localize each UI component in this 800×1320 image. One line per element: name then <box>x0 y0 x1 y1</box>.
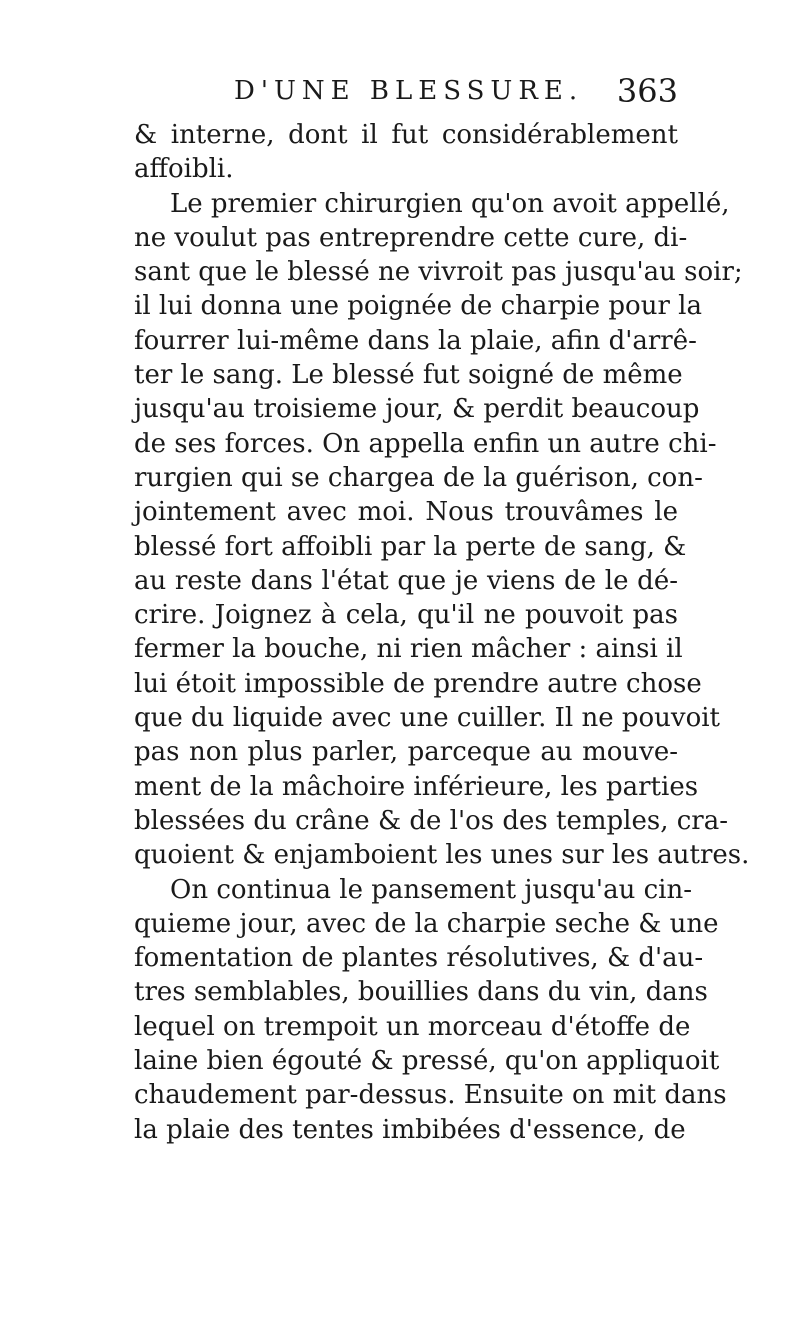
body-text <box>134 118 750 1147</box>
text-line: de ses forces. On appella enfin un autre chi- <box>134 428 717 459</box>
text-line: blessées du crâne & de l'os des temples, cra- <box>134 805 729 836</box>
text-line: au reste dans l'état que je viens de le dé- <box>134 565 678 596</box>
text-line: & interne, dont il fut considérablement <box>134 120 678 150</box>
text-line: sant que le blessé ne vivroit pas jusqu'au soir; <box>134 257 743 288</box>
text-line: laine bien égouté & pressé, qu'on appliquoit <box>134 1046 720 1077</box>
page-number: 363 <box>616 72 678 110</box>
text-line: il lui donna une poignée de charpie pour la <box>134 291 702 322</box>
running-title: D'UNE BLESSURE. <box>234 76 584 106</box>
text-line: crire. Joignez à cela, qu'il ne pouvoit pas <box>134 600 678 631</box>
text-line: fermer la bouche, ni rien mâcher : ainsi il <box>134 634 683 665</box>
text-line: fomentation de plantes résolutives, & d'au- <box>134 943 704 974</box>
text-line: ne voulut pas entreprendre cette cure, di- <box>134 222 688 253</box>
text-line: fourrer lui-même dans la plaie, afin d'arrê- <box>134 325 697 356</box>
text-line: lui étoit impossible de prendre autre chose <box>134 668 702 699</box>
text-line: blessé fort affoibli par la perte de sang, & <box>134 531 687 562</box>
text-line: tres semblables, bouillies dans du vin, dans <box>134 977 708 1008</box>
text-line: pas non plus parler, parceque au mouve- <box>134 737 678 768</box>
text-line: la plaie des tentes imbibées d'essence, de <box>134 1114 686 1145</box>
text-line: rurgien qui se chargea de la guérison, con- <box>134 462 703 493</box>
text-line: chaudement par-dessus. Ensuite on mit dans <box>134 1080 727 1111</box>
text-line: ment de la mâchoire inférieure, les parties <box>134 771 699 802</box>
paragraph-first-line: Le premier chirurgien qu'on avoit appellé, <box>170 188 730 219</box>
paragraph-first-line: On continua le pansement jusqu'au cin- <box>170 874 692 905</box>
text-line: jusqu'au troisieme jour, & perdit beaucoup <box>134 394 700 425</box>
text-line: jointement avec moi. Nous trouvâmes le <box>134 497 678 528</box>
paragraph-last-line: quoient & enjamboient les unes sur les autres. <box>134 840 750 871</box>
running-head <box>134 72 678 116</box>
text-line: que du liquide avec une cuiller. Il ne pouvoit <box>134 703 721 734</box>
text-line: quieme jour, avec de la charpie seche & une <box>134 908 719 939</box>
text-line: affoibli. <box>134 154 234 185</box>
text-line: lequel on trempoit un morceau d'étoffe de <box>134 1011 691 1042</box>
text-line: ter le sang. Le blessé fut soigné de même <box>134 360 683 391</box>
